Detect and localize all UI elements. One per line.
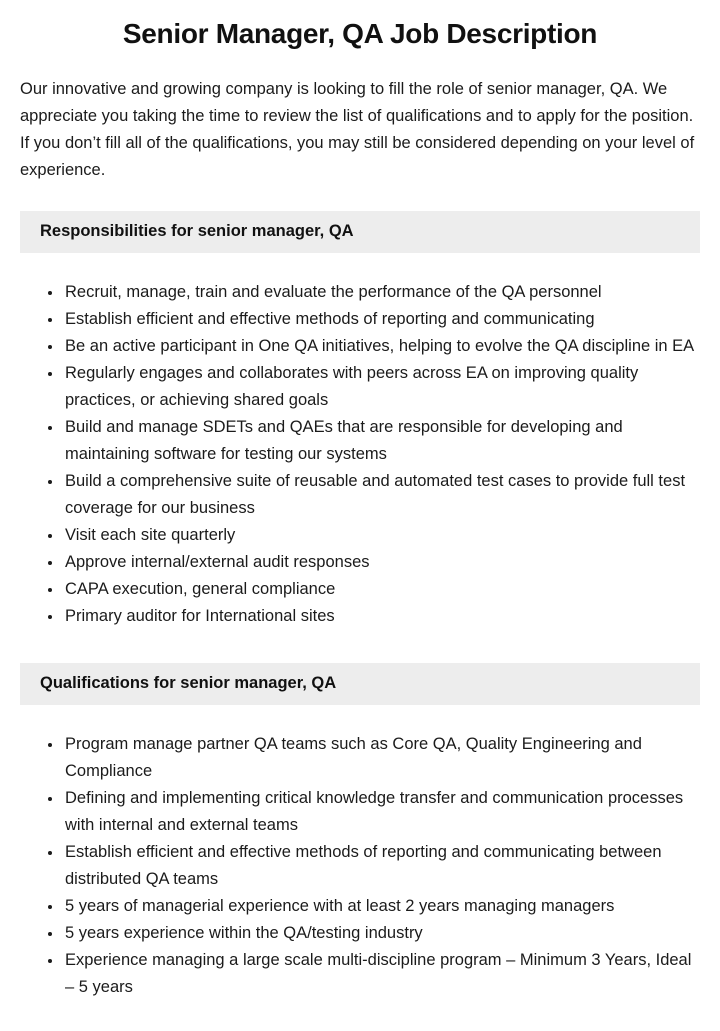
bullet-item: • 5 years experience within the QA/testing industry (63, 920, 700, 947)
bullet-item: • Experience managing a large scale multi-discipline program – Minimum 3 Years, Ideal – 5 years (63, 947, 700, 1001)
section-heading-responsibilities: Responsibilities for senior manager, QA (20, 211, 700, 253)
bullet-item: • Approve internal/external audit responses (63, 549, 700, 576)
responsibilities-list (20, 279, 700, 630)
bullet-item: • Recruit, manage, train and evaluate the performance of the QA personnel (63, 279, 700, 306)
bullet-item: • 5 years of managerial experience with at least 2 years managing managers (63, 893, 700, 920)
bullet-item: • Regularly engages and collaborates with peers across EA on improving quality practices, or achieving shared goals (63, 360, 700, 414)
bullet-item: • Be an active participant in One QA initiatives, helping to evolve the QA discipline in EA (63, 333, 700, 360)
bullet-item: • Defining and implementing critical knowledge transfer and communication processes with internal and external teams (63, 785, 700, 839)
intro-paragraph: Our innovative and growing company is looking to fill the role of senior manager, QA. We appreciate you taking the time to review the list of qualifications and to apply for the position. If you don’t fill all of the qualifications, you may still be considered depending on your level of experience. (20, 80, 695, 179)
bullet-item: • CAPA execution, general compliance (63, 576, 700, 603)
page-title: Senior Manager, QA Job Description (122, 18, 598, 49)
bullet-item: • Build and manage SDETs and QAEs that are responsible for developing and maintaining software for testing our systems (63, 414, 700, 468)
bullet-item: • Primary auditor for International sites (63, 603, 700, 630)
bullet-item: • Establish efficient and effective methods of reporting and communicating between distributed QA teams (63, 839, 700, 893)
section-heading-qualifications: Qualifications for senior manager, QA (20, 663, 700, 705)
qualifications-list (20, 731, 700, 1001)
section-responsibilities (20, 211, 700, 630)
bullet-item: • Establish efficient and effective methods of reporting and communicating (63, 306, 700, 333)
bullet-item: • Build a comprehensive suite of reusable and automated test cases to provide full test coverage for our business (63, 468, 700, 522)
bullet-item: • Program manage partner QA teams such as Core QA, Quality Engineering and Compliance (63, 731, 700, 785)
bullet-item: • Visit each site quarterly (63, 522, 700, 549)
section-qualifications (20, 663, 700, 1001)
